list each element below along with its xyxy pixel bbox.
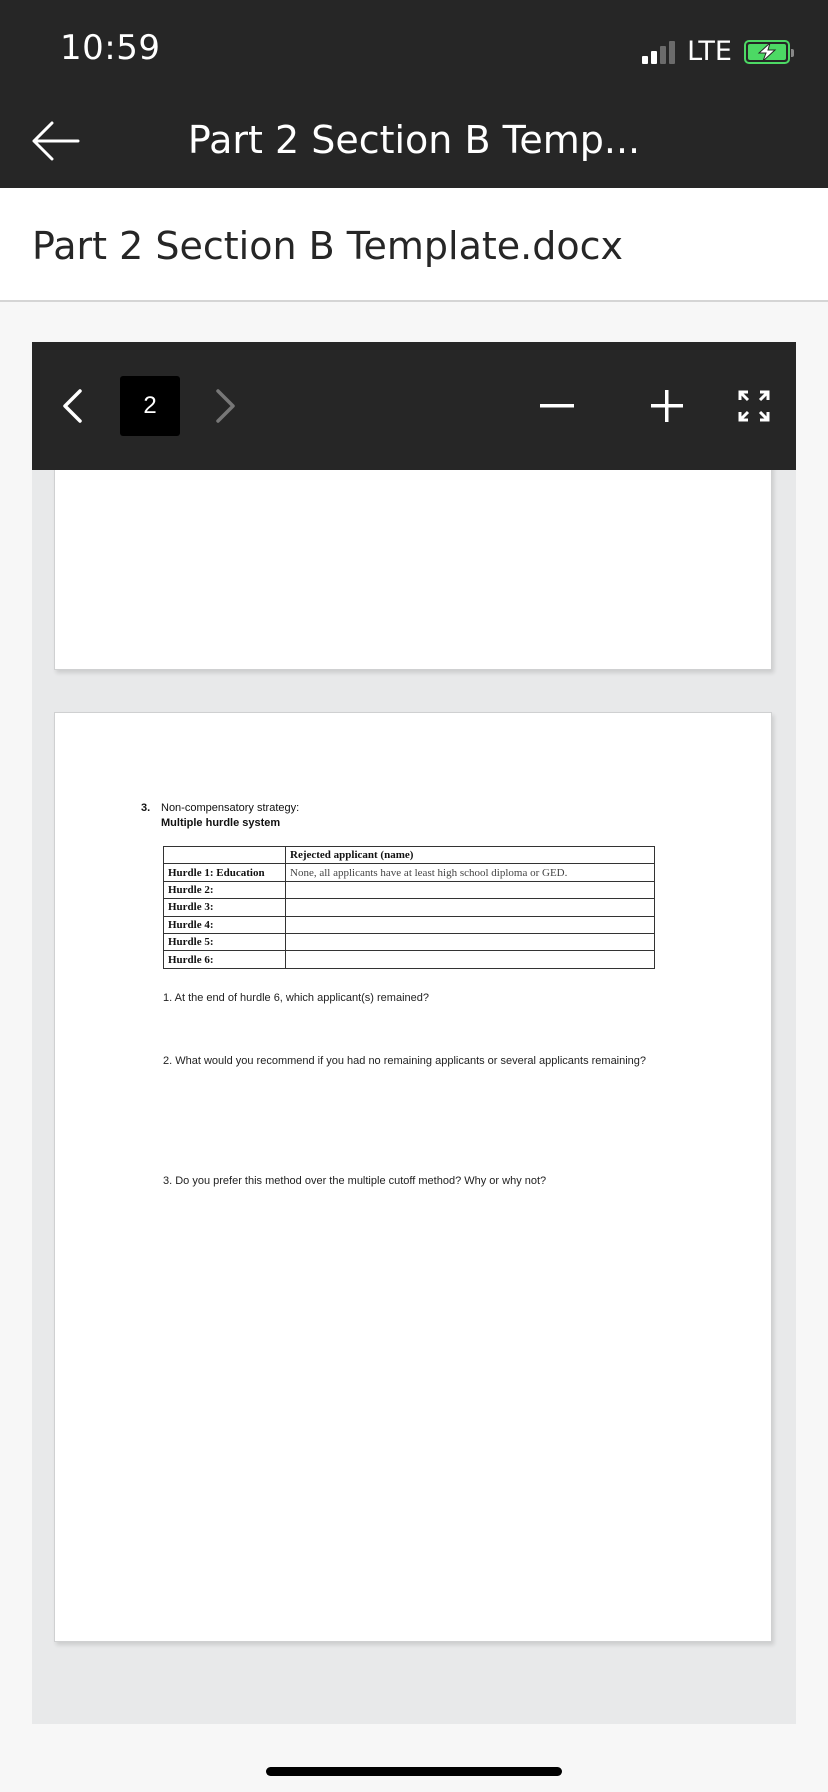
status-time: 10:59 <box>60 28 161 68</box>
section-subtitle: Multiple hurdle system <box>161 817 281 829</box>
question-1: 1. At the end of hurdle 6, which applicant(s) remained? <box>163 992 429 1004</box>
viewer-toolbar <box>32 342 796 470</box>
fullscreen-button[interactable] <box>732 386 776 426</box>
file-title: Part 2 Section B Template.docx <box>32 224 623 268</box>
row-label: Hurdle 3: <box>164 899 286 916</box>
document-content <box>55 713 773 1643</box>
table-row <box>164 951 655 968</box>
previous-page-button[interactable] <box>54 382 90 430</box>
nav-title: Part 2 Section B Temp... <box>187 118 641 162</box>
row-label: Hurdle 1: Education <box>164 864 286 881</box>
page-number-box[interactable]: 2 <box>120 376 180 436</box>
question-3: 3. Do you prefer this method over the multiple cutoff method? Why or why not? <box>163 1175 547 1187</box>
network-label: LTE <box>687 36 732 67</box>
document-viewer[interactable] <box>32 342 796 1724</box>
table-header-cell: Rejected applicant (name) <box>286 847 655 864</box>
question-2: 2. What would you recommend if you had no remaining applicants or several applicants remaining? <box>163 1055 647 1067</box>
expand-icon <box>738 390 770 422</box>
next-page-button[interactable] <box>208 382 244 430</box>
table-row <box>164 916 655 933</box>
zoom-in-button[interactable] <box>642 386 692 426</box>
row-value <box>286 933 655 950</box>
table-row <box>164 881 655 898</box>
chevron-left-icon <box>61 388 83 424</box>
section-heading <box>141 801 299 831</box>
signal-icon <box>642 40 675 64</box>
row-value <box>286 951 655 968</box>
plus-icon <box>651 390 683 422</box>
home-indicator[interactable] <box>266 1767 562 1776</box>
row-value <box>286 916 655 933</box>
row-label: Hurdle 4: <box>164 916 286 933</box>
row-label: Hurdle 2: <box>164 881 286 898</box>
row-value <box>286 881 655 898</box>
table-header-row <box>164 847 655 864</box>
file-header <box>0 188 828 302</box>
table-row <box>164 864 655 881</box>
document-page-2 <box>54 712 772 1642</box>
table-row <box>164 933 655 950</box>
zoom-out-button[interactable] <box>532 386 582 426</box>
chevron-right-icon <box>215 388 237 424</box>
status-indicators <box>642 36 790 67</box>
hurdle-table <box>163 846 655 969</box>
table-row <box>164 899 655 916</box>
row-label: Hurdle 6: <box>164 951 286 968</box>
row-value: None, all applicants have at least high school diploma or GED. <box>286 864 655 881</box>
minus-icon <box>540 403 574 409</box>
row-label: Hurdle 5: <box>164 933 286 950</box>
section-title: Non-compensatory strategy: <box>161 802 300 814</box>
row-value <box>286 899 655 916</box>
battery-charging-icon <box>744 40 790 64</box>
top-bar <box>0 0 828 188</box>
section-number: 3. <box>141 802 151 814</box>
table-corner-cell <box>164 847 286 864</box>
